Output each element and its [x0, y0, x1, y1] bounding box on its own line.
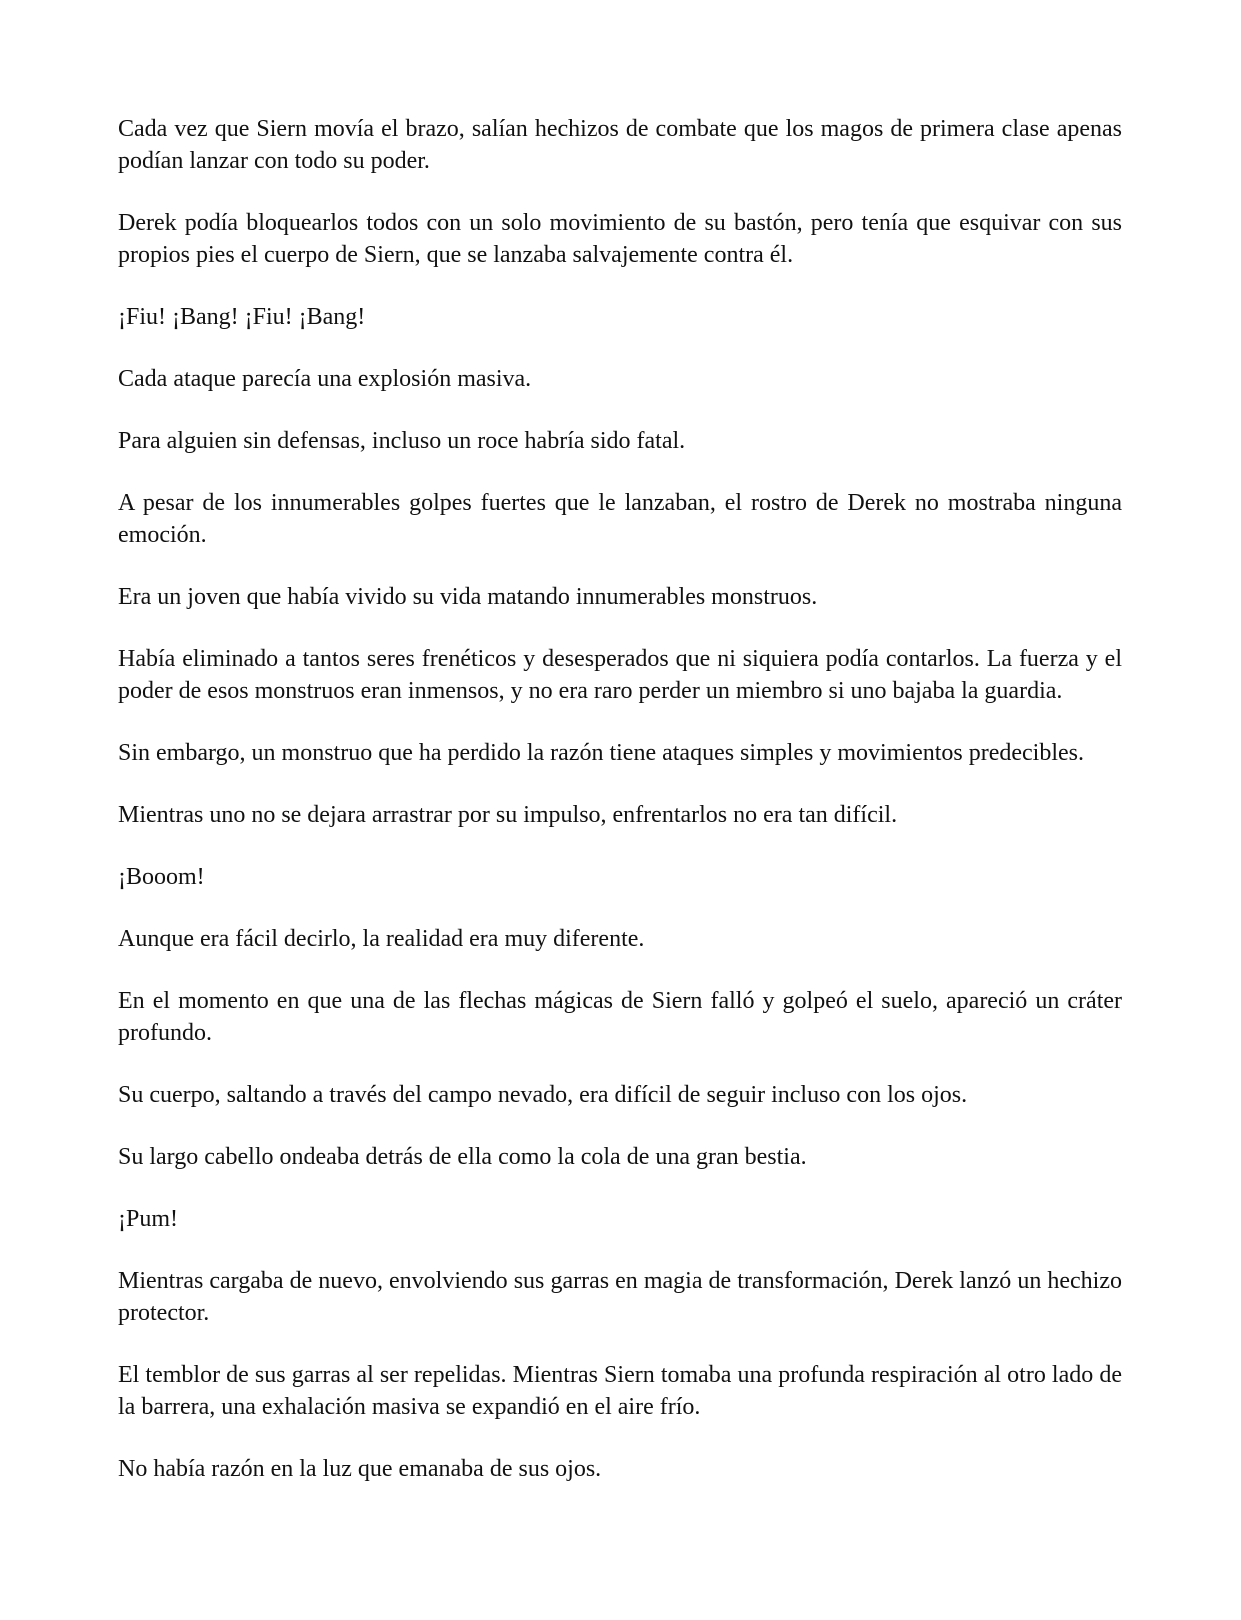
paragraph: Cada ataque parecía una explosión masiva. — [118, 366, 532, 392]
paragraph: Mientras cargaba de nuevo, envolviendo sus garras en magia de transformación, Derek lanzó un hechizo protector. — [118, 1268, 1122, 1326]
paragraph: Sin embargo, un monstruo que ha perdido la razón tiene ataques simples y movimientos predecibles. — [118, 740, 1084, 766]
paragraph: Su largo cabello ondeaba detrás de ella como la cola de una gran bestia. — [118, 1144, 807, 1170]
paragraph: ¡Pum! — [118, 1206, 178, 1232]
paragraph: Para alguien sin defensas, incluso un roce habría sido fatal. — [118, 428, 686, 454]
paragraph: El temblor de sus garras al ser repelidas. Mientras Siern tomaba una profunda respiración al otro lado de la barrera, una exhalación masiva se expandió en el aire frío. — [118, 1362, 1122, 1420]
paragraph: Su cuerpo, saltando a través del campo nevado, era difícil de seguir incluso con los ojos. — [118, 1082, 968, 1108]
paragraph: Mientras uno no se dejara arrastrar por su impulso, enfrentarlos no era tan difícil. — [118, 802, 898, 828]
paragraph: Cada vez que Siern movía el brazo, salían hechizos de combate que los magos de primera clase apenas podían lanzar con todo su poder. — [118, 116, 1122, 174]
paragraph: No había razón en la luz que emanaba de sus ojos. — [118, 1456, 602, 1482]
paragraph: Aunque era fácil decirlo, la realidad era muy diferente. — [118, 926, 645, 952]
paragraph: Era un joven que había vivido su vida matando innumerables monstruos. — [118, 584, 818, 610]
paragraph: ¡Booom! — [118, 864, 205, 890]
paragraph: Derek podía bloquearlos todos con un solo movimiento de su bastón, pero tenía que esquivar con sus propios pies el cuerpo de Siern, que se lanzaba salvajemente contra él. — [118, 210, 1122, 268]
paragraph: Había eliminado a tantos seres frenéticos y desesperados que ni siquiera podía contarlos. La fuerza y el poder de esos monstruos eran inmensos, y no era raro perder un miembro si uno bajaba la guardia. — [118, 646, 1122, 704]
paragraph: A pesar de los innumerables golpes fuertes que le lanzaban, el rostro de Derek no mostraba ninguna emoción. — [118, 490, 1122, 548]
document-page — [118, 113, 1122, 1515]
paragraph: En el momento en que una de las flechas mágicas de Siern falló y golpeó el suelo, apareció un cráter profundo. — [118, 988, 1122, 1046]
paragraph: ¡Fiu! ¡Bang! ¡Fiu! ¡Bang! — [118, 304, 366, 330]
